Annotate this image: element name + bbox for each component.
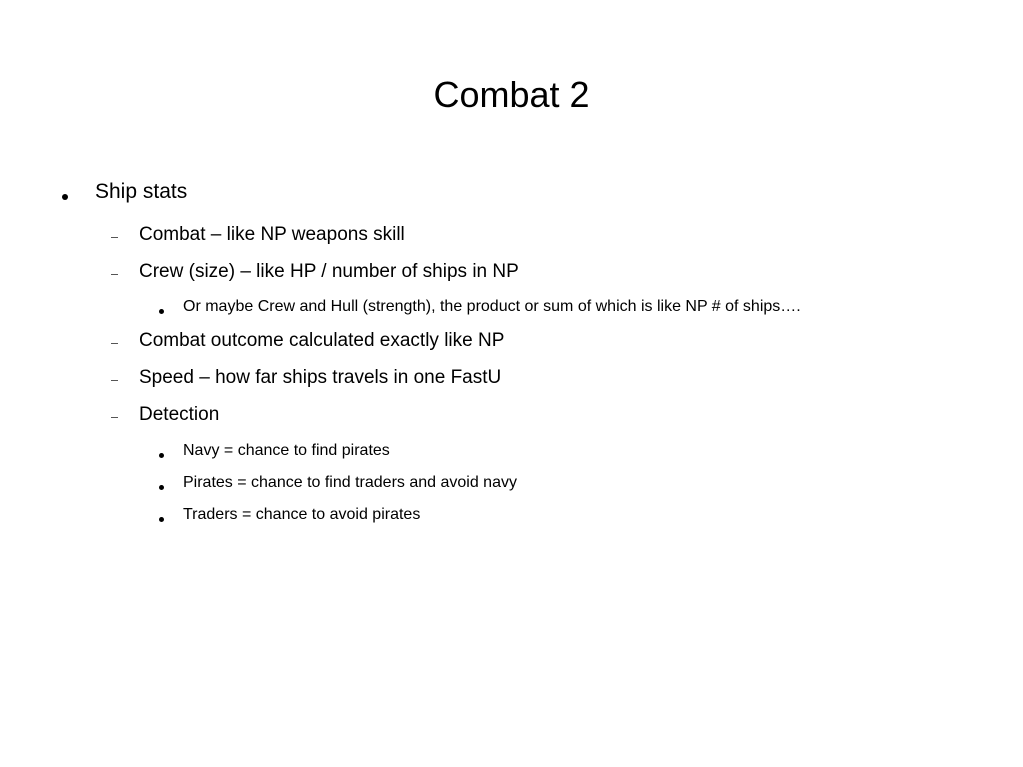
bullet-ship-stats: Ship stats [95, 180, 188, 203]
slide-title: Combat 2 [433, 74, 590, 115]
bullet-navy: Navy = chance to find pirates [183, 442, 390, 459]
bullet-marker-navy [159, 453, 164, 458]
bullet-marker-crew-hull [159, 309, 164, 314]
bullet-crew: Crew (size) – like HP / number of ships in NP [139, 261, 519, 282]
bullet-speed: Speed – how far ships travels in one FastU [139, 367, 502, 388]
bullet-detection: Detection [139, 404, 220, 425]
dash-marker-combat [111, 237, 118, 238]
bullet-marker-ship-stats [62, 194, 68, 200]
dash-marker-detection [111, 417, 118, 418]
bullet-traders: Traders = chance to avoid pirates [183, 506, 421, 523]
bullet-crew-hull: Or maybe Crew and Hull (strength), the product or sum of which is like NP # of ships…. [183, 298, 801, 315]
bullet-combat: Combat – like NP weapons skill [139, 224, 405, 245]
dash-marker-crew [111, 274, 118, 275]
dash-marker-combat-outcome [111, 343, 118, 344]
bullet-marker-traders [159, 517, 164, 522]
bullet-marker-pirates [159, 485, 164, 490]
bullet-combat-outcome: Combat outcome calculated exactly like NP [139, 330, 505, 351]
bullet-pirates: Pirates = chance to find traders and avoid navy [183, 474, 517, 491]
dash-marker-speed [111, 380, 118, 381]
